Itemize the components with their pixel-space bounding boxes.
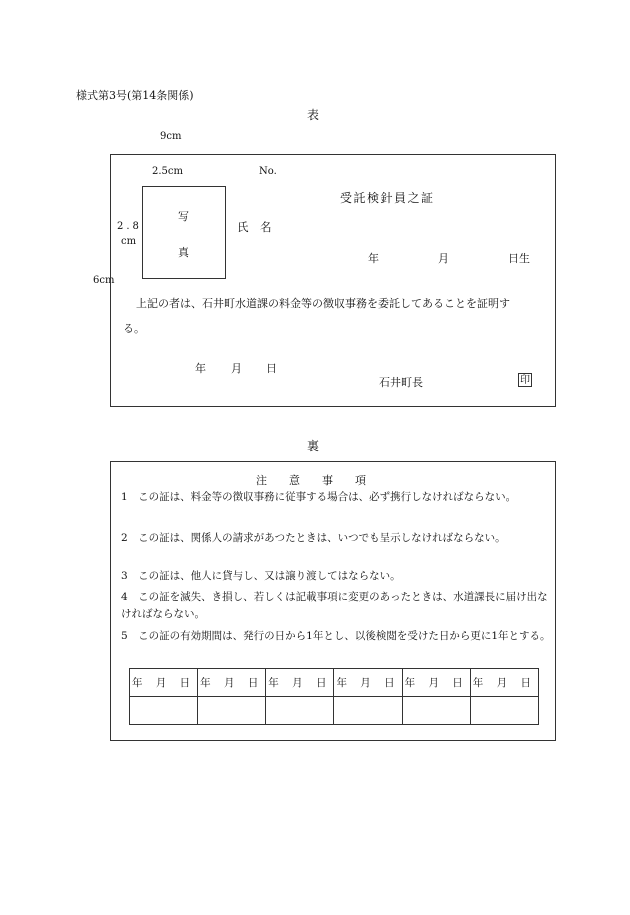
- note-item-3: 3 この証は、他人に貸与し、又は譲り渡してはならない。: [121, 570, 401, 582]
- birth-day-label: 日生: [508, 252, 530, 265]
- inspection-date-header: 年 月 日: [130, 669, 198, 697]
- seal-mark: 印: [520, 375, 530, 386]
- photo-height-dimension-number: 2.8: [117, 221, 142, 232]
- inspection-date-cell: [266, 697, 334, 725]
- note-item-1: 1 この証は、料金等の徴収事務に従事する場合は、必ず携行しなければならない。: [121, 491, 517, 503]
- front-side-label: 表: [307, 108, 320, 122]
- note-item-5: 5 この証の有効期間は、発行の日から1年とし、以後検閲を受けた日から更に1年とする。: [121, 630, 551, 642]
- inspection-date-cell: [198, 697, 266, 725]
- inspection-date-table: [129, 668, 539, 725]
- inspection-date-cell: [130, 697, 198, 725]
- inspection-date-header: 年 月 日: [198, 669, 266, 697]
- inspection-date-cell: [402, 697, 470, 725]
- issue-day-label: 日: [266, 362, 277, 375]
- inspection-date-cell: [334, 697, 402, 725]
- inspection-date-header: 年 月 日: [334, 669, 402, 697]
- issue-month-label: 月: [231, 362, 242, 375]
- inspection-date-header: 年 月 日: [402, 669, 470, 697]
- certification-text-line2: る。: [123, 322, 145, 335]
- card-height-dimension: 6cm: [93, 275, 115, 286]
- note-item-2: 2 この証は、関係人の請求があつたときは、いつでも呈示しなければならない。: [121, 532, 506, 544]
- form-number: 様式第3号(第14条関係): [76, 89, 194, 102]
- photo-width-dimension: 2.5cm: [152, 166, 183, 177]
- birth-month-label: 月: [438, 252, 449, 265]
- inspection-blank-row: [130, 697, 539, 725]
- card-title: 受託検針員之証: [340, 191, 435, 205]
- inspection-date-cell: [470, 697, 538, 725]
- inspection-date-header: 年 月 日: [470, 669, 538, 697]
- name-label: 氏 名: [237, 220, 272, 234]
- card-width-dimension: 9cm: [160, 131, 182, 142]
- notes-title: 注 意 事 項: [256, 474, 366, 487]
- birth-year-label: 年: [368, 252, 379, 265]
- issuer-title: 石井町長: [379, 376, 423, 389]
- certification-text-line1: 上記の者は、石井町水道課の料金等の徴収事務を委託してあることを証明す: [136, 297, 510, 310]
- id-number-label: No.: [259, 166, 277, 177]
- photo-label-top: 写: [178, 210, 189, 223]
- inspection-date-header: 年 月 日: [266, 669, 334, 697]
- note-item-4: 4 この証を滅失、き損し、若しくは記載事項に変更のあったときは、水道課長に届け出なければならない。: [121, 591, 548, 620]
- issue-year-label: 年: [195, 362, 206, 375]
- inspection-header-row: [130, 669, 539, 697]
- back-side-label: 裏: [307, 439, 320, 453]
- photo-height-dimension-unit: cm: [121, 236, 137, 247]
- photo-box: [142, 186, 226, 279]
- photo-label-bottom: 真: [178, 246, 189, 259]
